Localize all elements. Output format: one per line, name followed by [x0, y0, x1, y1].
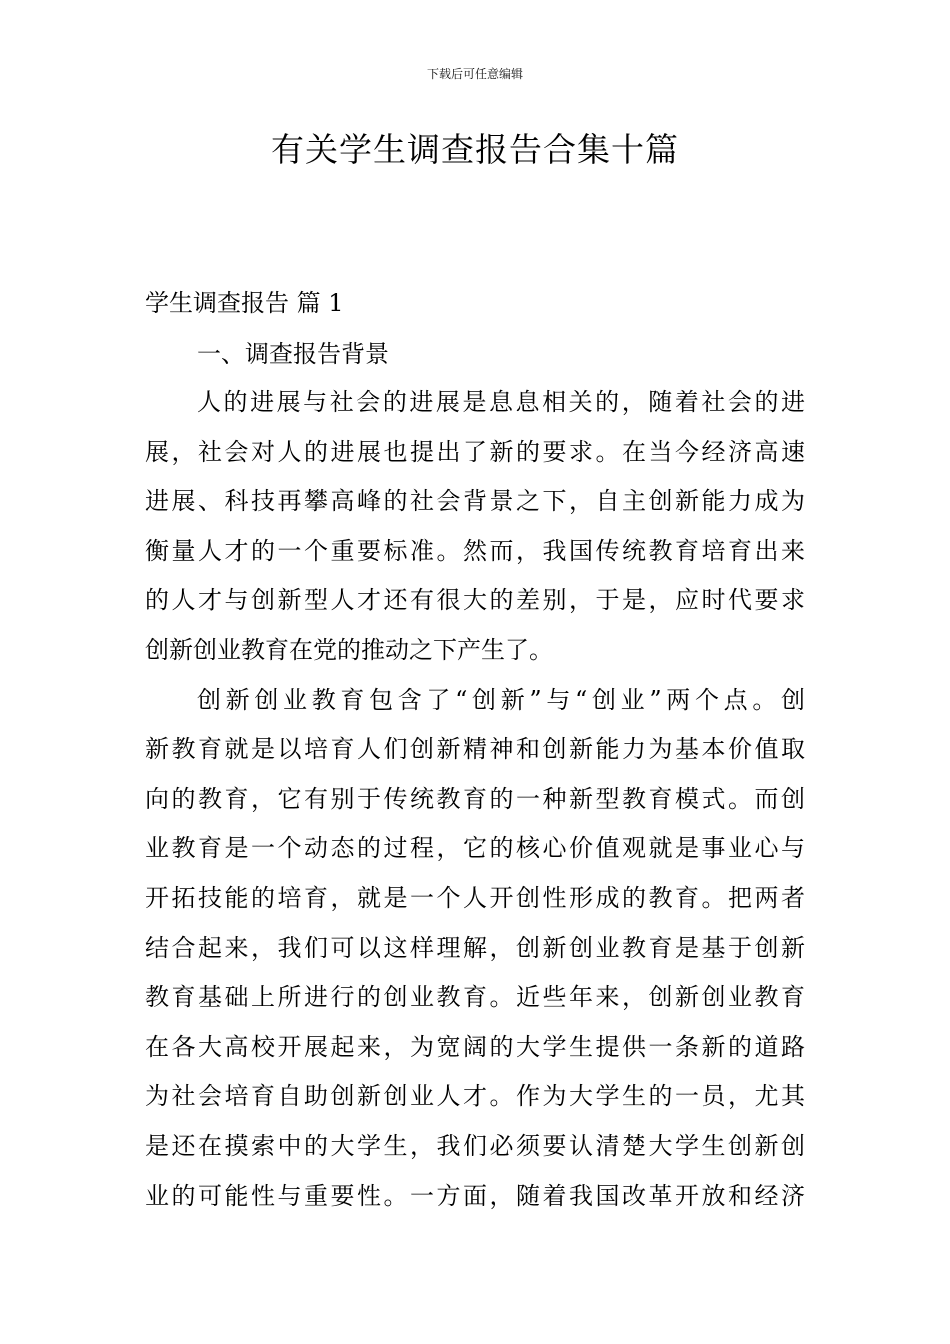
paragraph-line: 向的教育，它有别于传统教育的一种新型教育模式。而创: [145, 784, 805, 813]
paragraph-line: 进展、科技再攀高峰的社会背景之下，自主创新能力成为: [145, 487, 805, 516]
paragraph-line: 在各大高校开展起来，为宽阔的大学生提供一条新的道路: [145, 1032, 805, 1061]
paragraph-line: 创新创业教育包含了“创新”与“创业”两个点。创: [197, 685, 805, 714]
document-title: 有关学生调查报告合集十篇: [271, 130, 679, 169]
paragraph-line: 业的可能性与重要性。一方面，随着我国改革开放和经济: [145, 1181, 805, 1210]
paragraph-line: 创新创业教育在党的推动之下产生了。: [145, 635, 553, 664]
document-body: [145, 279, 805, 1221]
paragraph-line: 衡量人才的一个重要标准。然而，我国传统教育培育出来: [145, 536, 805, 565]
paragraph-line: 结合起来，我们可以这样理解，创新创业教育是基于创新: [145, 933, 805, 962]
paragraph-line: 为社会培育自助创新创业人才。作为大学生的一员，尤其: [145, 1082, 805, 1111]
section-heading: 学生调查报告 篇 1: [145, 289, 344, 317]
paragraph-line: 开拓技能的培育，就是一个人开创性形成的教育。把两者: [145, 883, 805, 912]
sub-heading: 一、调查报告背景: [197, 340, 389, 368]
paragraph-line: 是还在摸索中的大学生，我们必须要认清楚大学生创新创: [145, 1131, 805, 1160]
paragraph-line: 的人才与创新型人才还有很大的差别，于是，应时代要求: [145, 586, 805, 615]
paragraph-line: 业教育是一个动态的过程，它的核心价值观就是事业心与: [145, 834, 805, 863]
paragraph-2: [145, 676, 805, 1222]
paragraph-line: 人的进展与社会的进展是息息相关的，随着社会的进: [197, 388, 805, 416]
paragraph-1: [145, 378, 805, 676]
header-note: 下载后可任意编辑: [426, 67, 523, 81]
paragraph-line: 展，社会对人的进展也提出了新的要求。在当今经济高速: [145, 437, 805, 466]
paragraph-line: 新教育就是以培育人们创新精神和创新能力为基本价值取: [145, 735, 805, 764]
paragraph-line: 教育基础上所进行的创业教育。近些年来，创新创业教育: [145, 983, 805, 1012]
